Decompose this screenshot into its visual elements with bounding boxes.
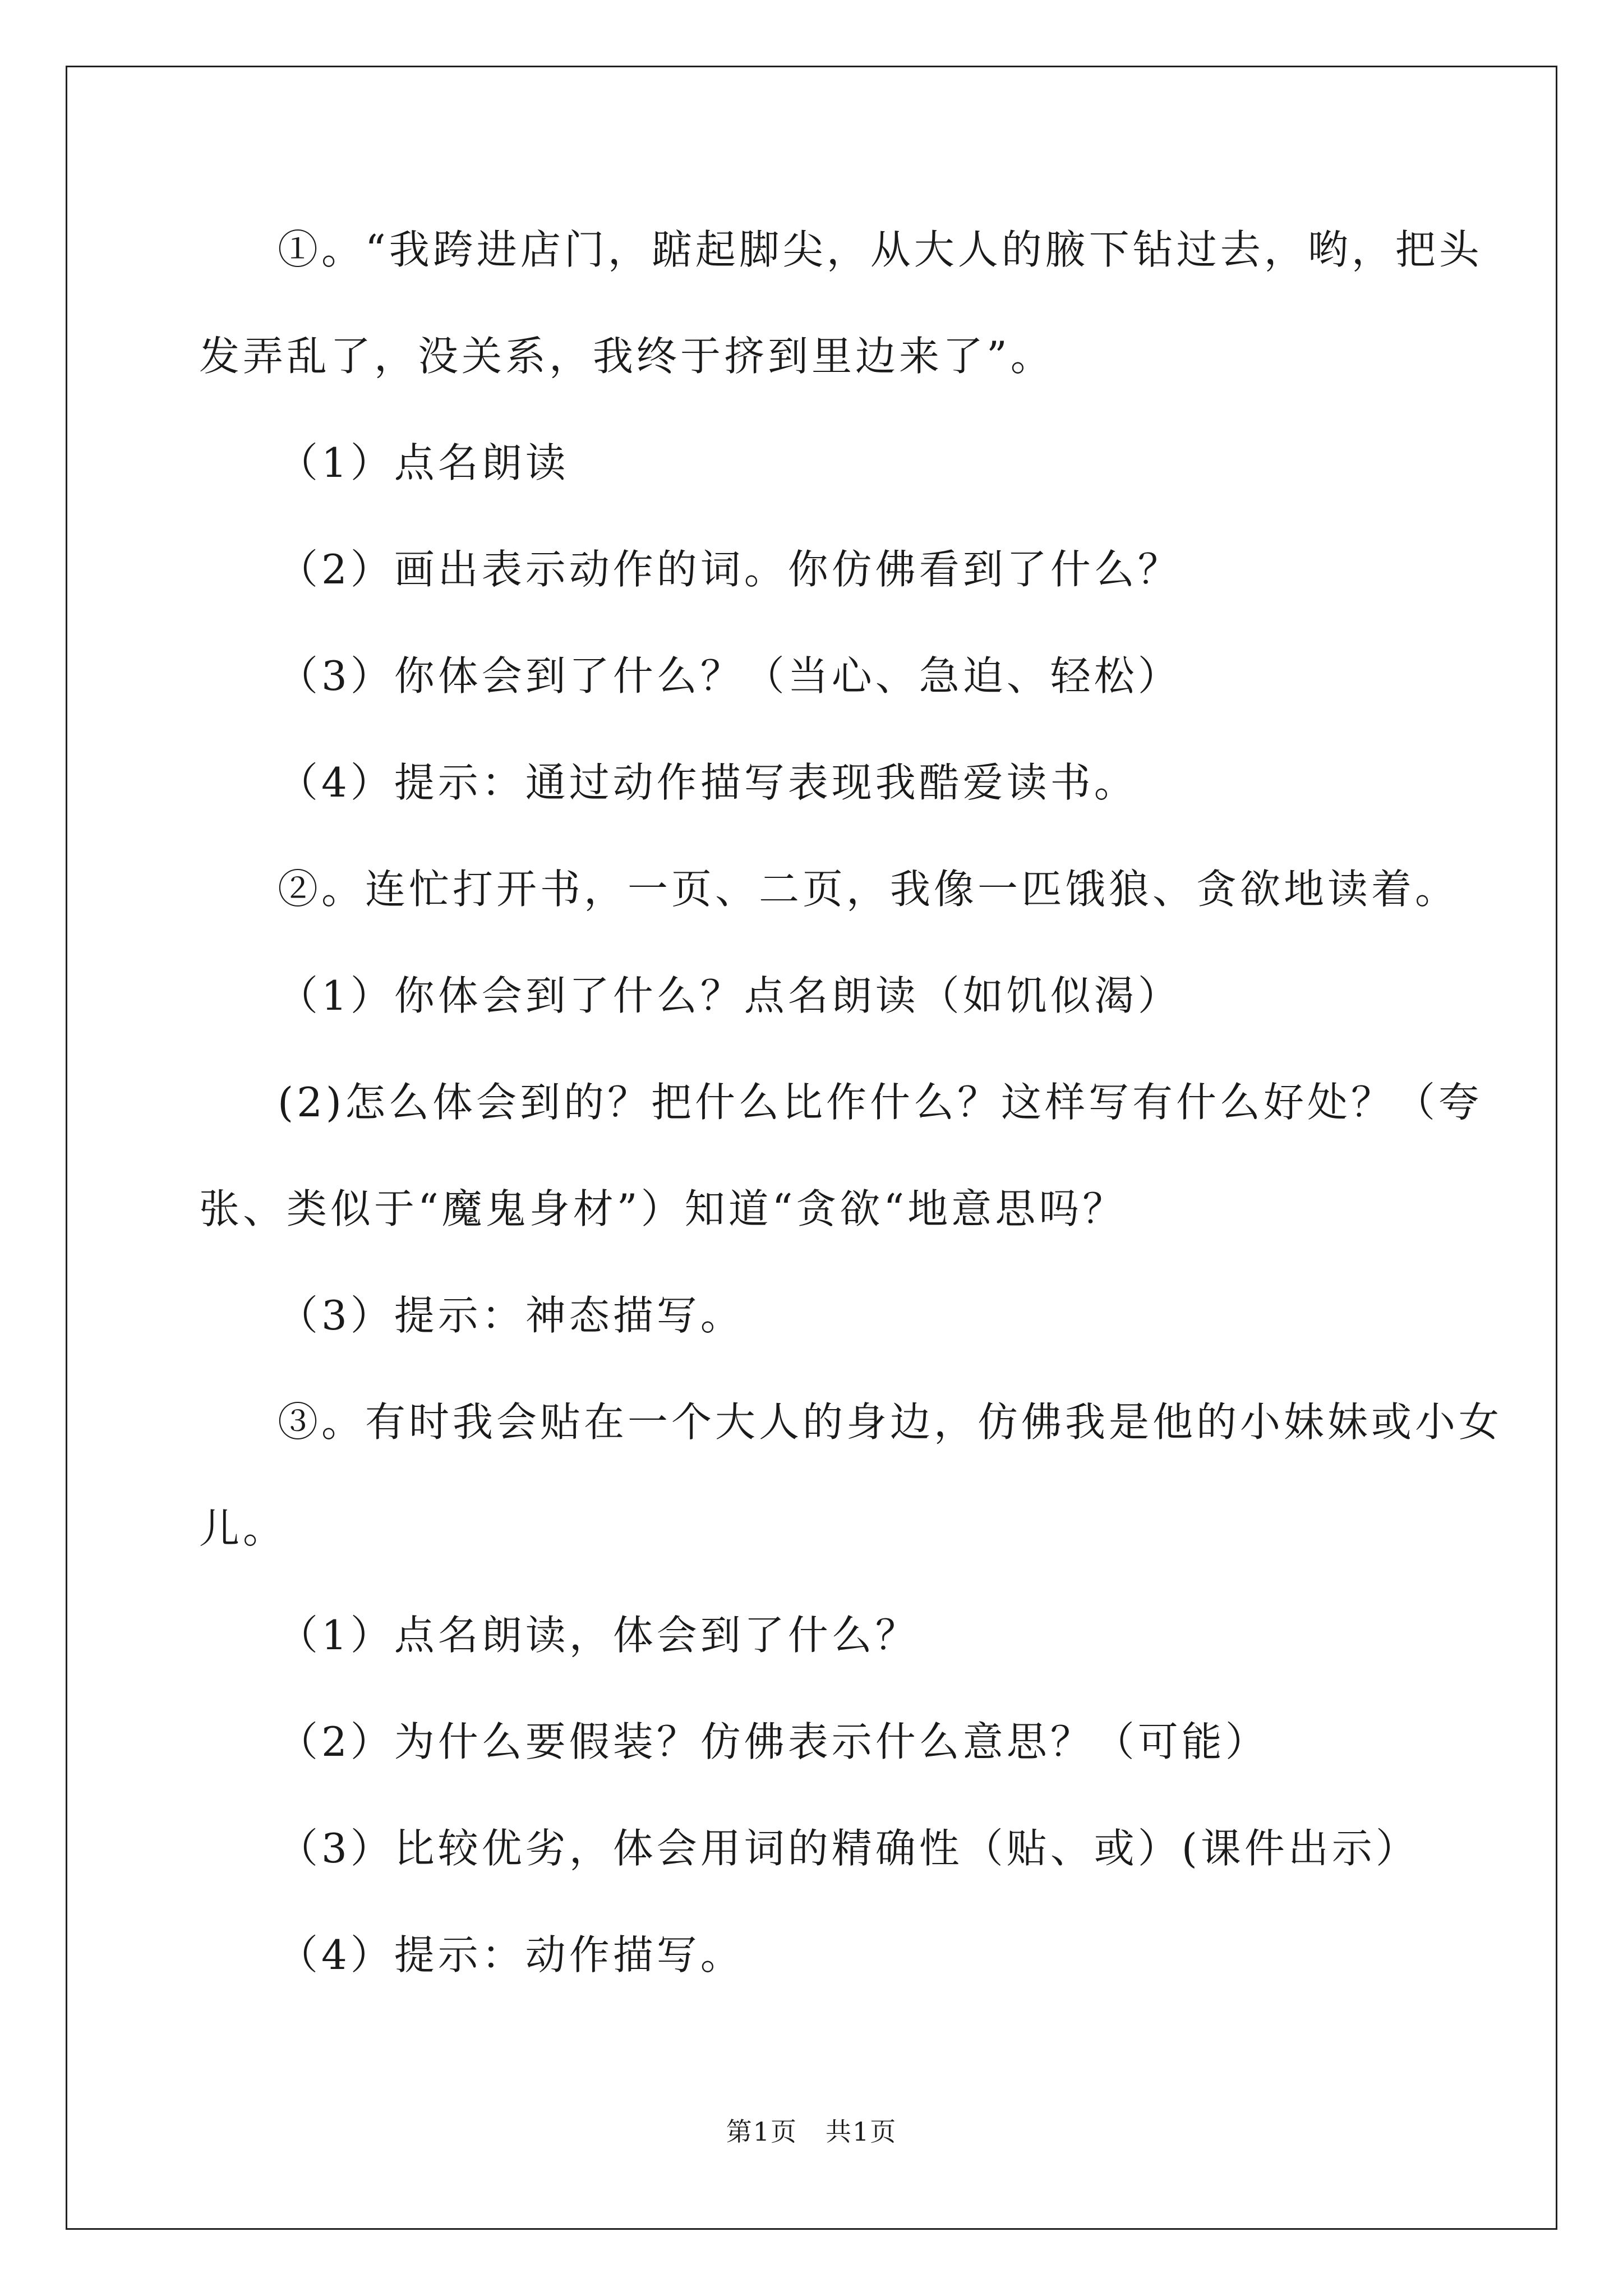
- list-item: （3）比较优劣，体会用词的精确性（贴、或）(课件出示）: [278, 1825, 1419, 1872]
- list-item: （2）为什么要假装？仿佛表示什么意思？（可能）: [278, 1718, 1269, 1765]
- page-border: [66, 66, 1557, 2230]
- paragraph-3-line-2: 儿。: [199, 1505, 287, 1552]
- list-item-line-1: (2)怎么体会到的？把什么比作什么？这样写有什么好处？（夸: [278, 1079, 1482, 1126]
- paragraph-2: ②。连忙打开书，一页、二页，我像一匹饿狼、贪欲地读着。: [278, 866, 1459, 913]
- paragraph-1-line-1: ①。“我跨进店门，踮起脚尖，从大人的腋下钻过去，哟，把头: [278, 226, 1483, 273]
- page-footer: [0, 2115, 1623, 2148]
- list-item: （3）提示：神态描写。: [278, 1292, 744, 1339]
- page-count: 共1页: [826, 2116, 897, 2147]
- paragraph-3-line-1: ③。有时我会贴在一个大人的身边，仿佛我是他的小妹妹或小女: [278, 1398, 1503, 1446]
- list-item: （4）提示：动作描写。: [278, 1931, 744, 1978]
- list-item: （1）你体会到了什么？点名朗读（如饥似渴）: [278, 972, 1182, 1019]
- list-item: （1）点名朗读，体会到了什么？: [278, 1612, 919, 1659]
- list-item: （4）提示：通过动作描写表现我酷爱读书。: [278, 759, 1138, 806]
- list-item: （1）点名朗读: [278, 439, 569, 486]
- list-item: （2）画出表示动作的词。你仿佛看到了什么？: [278, 546, 1182, 593]
- list-item: （3）你体会到了什么？（当心、急迫、轻松）: [278, 652, 1182, 700]
- list-item-line-2: 张、类似于“魔鬼身材”）知道“贪欲“地意思吗？: [199, 1185, 1127, 1232]
- page-number: 第1页: [726, 2116, 797, 2147]
- paragraph-1-line-2: 发弄乱了，没关系，我终于挤到里边来了”。: [199, 333, 1054, 380]
